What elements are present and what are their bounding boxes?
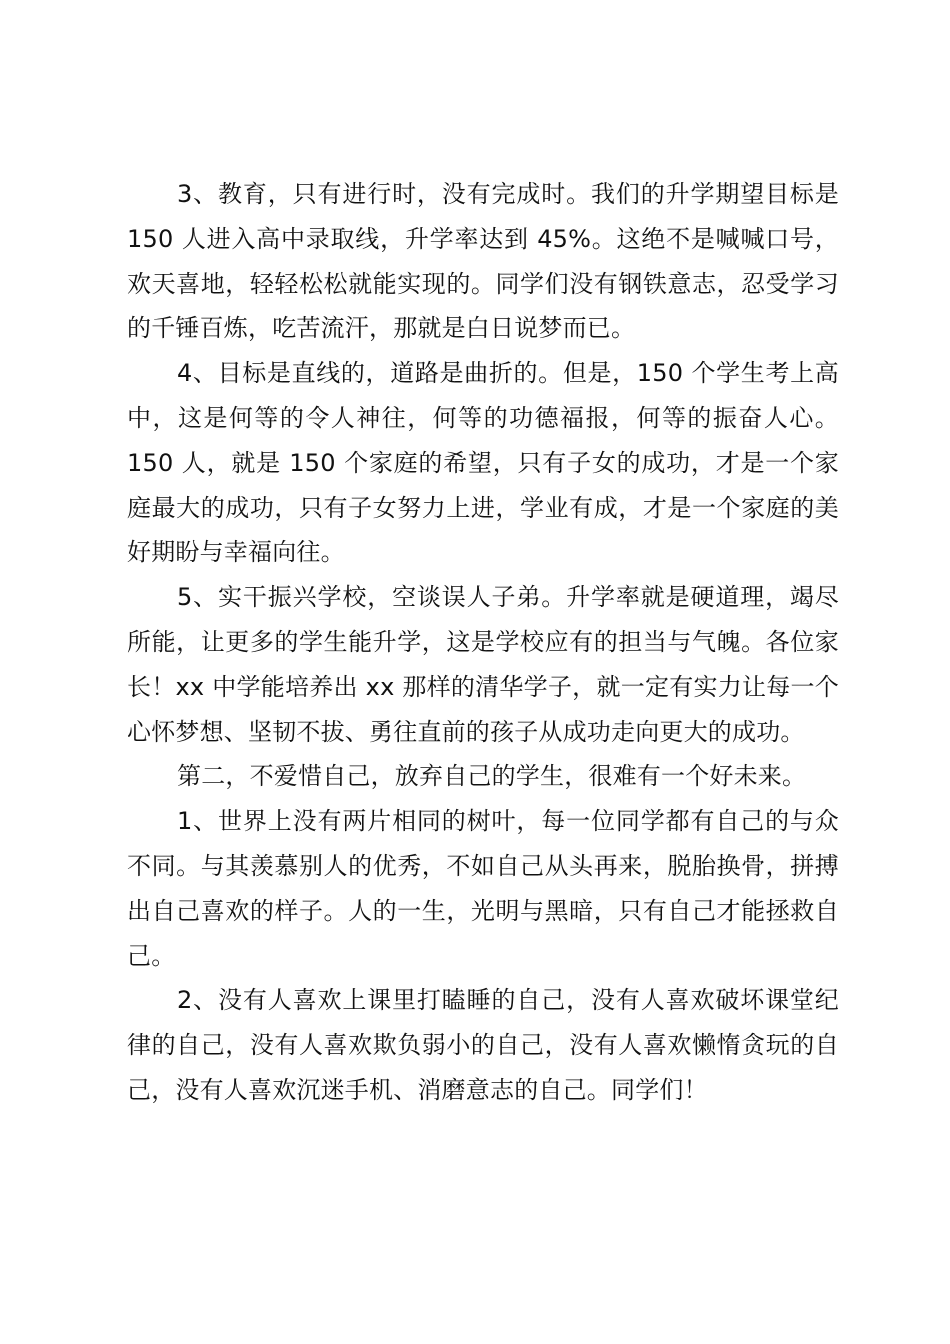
paragraph-1-leaves: 1、世界上没有两片相同的树叶，每一位同学都有自己的与众不同。与其羡慕别人的优秀，不如自己从头再来，脱胎换骨，拼搏出自己喜欢的样子。人的一生，光明与黑暗，只有自己才能拯救自己。	[127, 807, 839, 970]
paragraph-3-education: 3、教育，只有进行时，没有完成时。我们的升学期望目标是 150 人进入高中录取线，升学率达到 45%。这绝不是喊喊口号，欢天喜地，轻轻松松就能实现的。同学们没有钢铁意志，忍受学习的千锤百炼，吃苦流汗，那就是白日说梦而已。	[127, 180, 839, 343]
section-heading-second: 第二，不爱惜自己，放弃自己的学生，很难有一个好未来。	[177, 762, 807, 791]
document-body	[127, 172, 839, 1113]
paragraph-4-goal: 4、目标是直线的，道路是曲折的。但是，150 个学生考上高中，这是何等的令人神往，何等的功德福报，何等的振奋人心。150 人，就是 150 个家庭的希望，只有子女的成功，才是一个家庭最大的成功，只有子女努力上进，学业有成，才是一个家庭的美好期盼与幸福向往。	[127, 359, 839, 567]
paragraph-2-nobody: 2、没有人喜欢上课里打瞌睡的自己，没有人喜欢破坏课堂纪律的自己，没有人喜欢欺负弱小的自己，没有人喜欢懒惰贪玩的自己，没有人喜欢沉迷手机、消磨意志的自己。同学们！	[127, 986, 839, 1104]
paragraph-5-school: 5、实干振兴学校，空谈误人子弟。升学率就是硬道理，竭尽所能，让更多的学生能升学，这是学校应有的担当与气魄。各位家长！xx 中学能培养出 xx 那样的清华学子，就一定有实力让每一个心怀梦想、坚韧不拔、勇往直前的孩子从成功走向更大的成功。	[127, 583, 839, 746]
